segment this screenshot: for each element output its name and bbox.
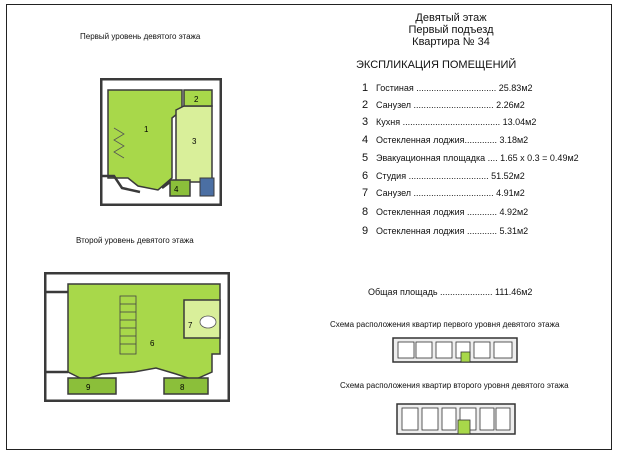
scheme1-caption: Схема расположения квартир первого уровня девятого этажа — [330, 320, 560, 329]
entrance-title: Первый подъезд — [408, 24, 494, 36]
room-row: 2 Санузел ................................ 2.26м2 — [362, 99, 525, 111]
room-row: 1 Гостиная ................................ 25.83м2 — [362, 82, 533, 94]
level2-floor-plan — [44, 272, 230, 402]
apartment-title: Квартира № 34 — [412, 36, 490, 48]
apartment-highlight — [461, 352, 470, 362]
room-row: 6 Студия ................................ 51.52м2 — [362, 170, 525, 182]
room-9-loggia — [68, 378, 116, 394]
room-row: 8 Остекленная лоджия ............ 4.92м2 — [362, 206, 529, 218]
label-room-1: 1 — [144, 125, 149, 134]
label-room-4: 4 — [174, 185, 179, 194]
room-row: 9 Остекленная лоджия ............ 5.31м2 — [362, 225, 529, 237]
explication-title: ЭКСПЛИКАЦИЯ ПОМЕЩЕНИЙ — [356, 59, 517, 71]
scheme-level2-map — [396, 398, 516, 440]
bathtub-icon — [200, 316, 216, 328]
apartment-highlight — [458, 420, 470, 434]
level2-caption: Второй уровень девятого этажа — [76, 236, 194, 245]
scheme-level1-map — [392, 332, 518, 368]
level1-caption: Первый уровень девятого этажа — [80, 32, 201, 41]
label-room-8: 8 — [180, 383, 185, 392]
floor-title: Девятый этаж — [415, 12, 487, 24]
room-8-loggia — [164, 378, 208, 394]
label-room-3: 3 — [192, 137, 197, 146]
room-row: 7 Санузел ................................ 4.91м2 — [362, 187, 525, 199]
label-room-9: 9 — [86, 383, 91, 392]
room-4-loggia — [170, 180, 190, 196]
label-room-2: 2 — [194, 95, 199, 104]
total-area: Общая площадь ..................... 111.46м2 — [368, 287, 533, 297]
level1-floor-plan — [100, 78, 222, 206]
room-row: 3 Кухня ....................................... 13.04м2 — [362, 116, 537, 128]
room-row: 4 Остекленная лоджия............. 3.18м2 — [362, 134, 529, 146]
room-1-living — [108, 90, 182, 190]
label-room-6: 6 — [150, 339, 155, 348]
label-room-7: 7 — [188, 321, 193, 330]
room-row: 5 Эвакуационная площадка .... 1.65 x 0.3 = 0.49м2 — [362, 152, 579, 164]
evac-area-5 — [200, 178, 214, 196]
scheme2-caption: Схема расположения квартир второго уровня девятого этажа — [340, 381, 569, 390]
